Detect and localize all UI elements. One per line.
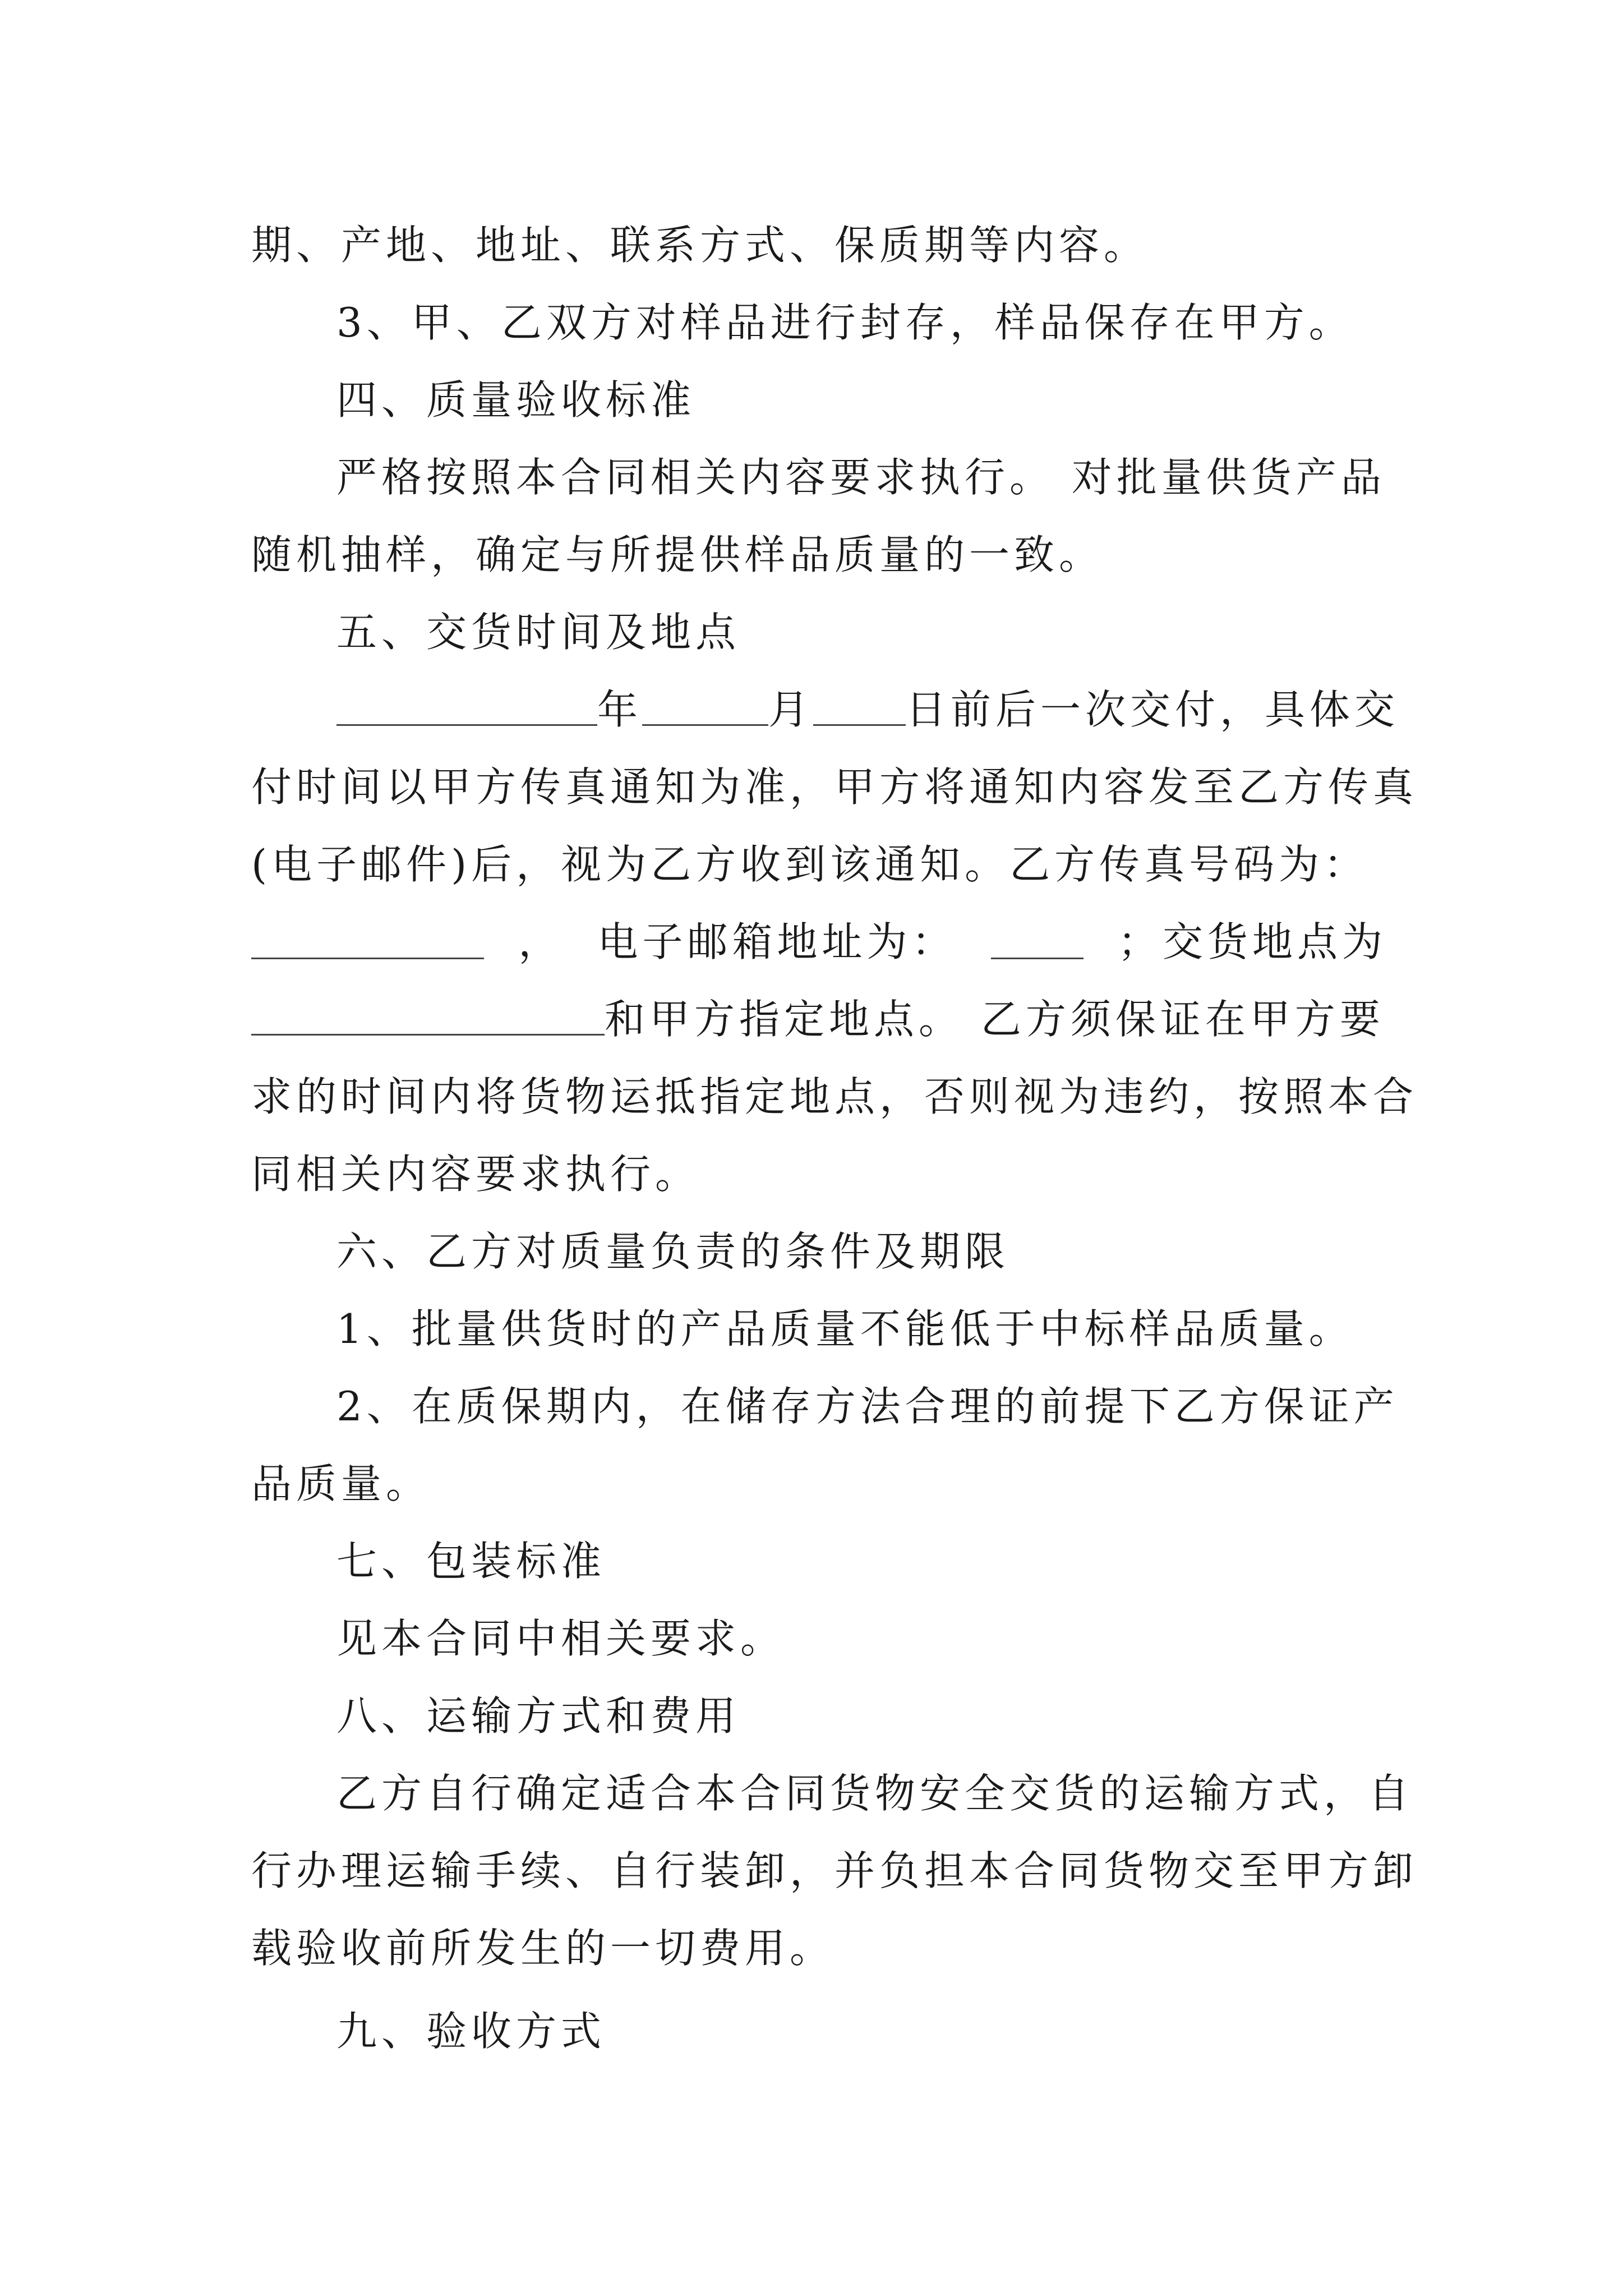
delivery-date-text: 日前后一次交付，具体交 (906, 686, 1400, 733)
text-line: 期、产地、地址、联系方式、保质期等内容。 (251, 222, 1149, 269)
fax-number-blank[interactable] (251, 925, 484, 959)
text-line: 同相关内容要求执行。 (251, 1151, 700, 1198)
text-line: 品质量。 (251, 1460, 431, 1507)
text-line: 付时间以甲方传真通知为准，甲方将通知内容发至乙方传真 (251, 763, 1418, 811)
section-heading: 九、验收方式 (336, 2008, 606, 2055)
delivery-place-label: ；交货地点为 (1117, 918, 1387, 965)
text-line: 载验收前所发生的一切费用。 (251, 1925, 835, 1972)
month-label: 月 (768, 686, 814, 733)
text-line: 乙方自行确定适合本合同货物安全交货的运输方式，自 (336, 1770, 1414, 1817)
section-heading: 七、包装标准 (336, 1538, 606, 1585)
text-line: (电子邮件)后，视为乙方收到该通知。乙方传真号码为： (251, 841, 1369, 888)
text-line: 2、在质保期内，在储存方法合理的前提下乙方保证产 (336, 1383, 1399, 1430)
text-line: 1、批量供货时的产品质量不能低于中标样品质量。 (336, 1305, 1354, 1352)
delivery-place-text: 和甲方指定地点。 乙方须保证在甲方要 (605, 996, 1385, 1043)
section-heading: 六、乙方对质量负责的条件及期限 (336, 1228, 1010, 1275)
email-label: 电子邮箱地址为： (597, 918, 957, 965)
delivery-date-line (251, 671, 1400, 748)
text-line: 随机抽样，确定与所提供样品质量的一致。 (251, 531, 1104, 578)
day-blank[interactable] (813, 692, 906, 726)
text-line: 求的时间内将货物运抵指定地点，否则视为违约，按照本合 (251, 1073, 1418, 1120)
comma: ， (518, 918, 564, 965)
email-blank[interactable] (991, 925, 1083, 959)
text-line: 3、甲、乙双方对样品进行封存，样品保存在甲方。 (336, 299, 1354, 346)
year-blank[interactable] (336, 692, 597, 726)
text-line: 行办理运输手续、自行装卸，并负担本合同货物交至甲方卸 (251, 1847, 1418, 1894)
year-label: 年 (597, 686, 643, 733)
text-line: 见本合同中相关要求。 (336, 1615, 786, 1662)
section-heading: 五、交货时间及地点 (336, 609, 741, 656)
section-heading: 四、质量验收标准 (336, 376, 696, 424)
section-heading: 八、运输方式和费用 (336, 1692, 741, 1740)
text-line: 严格按照本合同相关内容要求执行。 对批量供货产品 (336, 454, 1386, 501)
month-blank[interactable] (642, 692, 768, 726)
delivery-place-blank[interactable] (251, 1001, 605, 1036)
contract-body (251, 206, 1418, 2070)
delivery-place-line (251, 981, 1387, 1058)
contact-line (251, 903, 1387, 981)
